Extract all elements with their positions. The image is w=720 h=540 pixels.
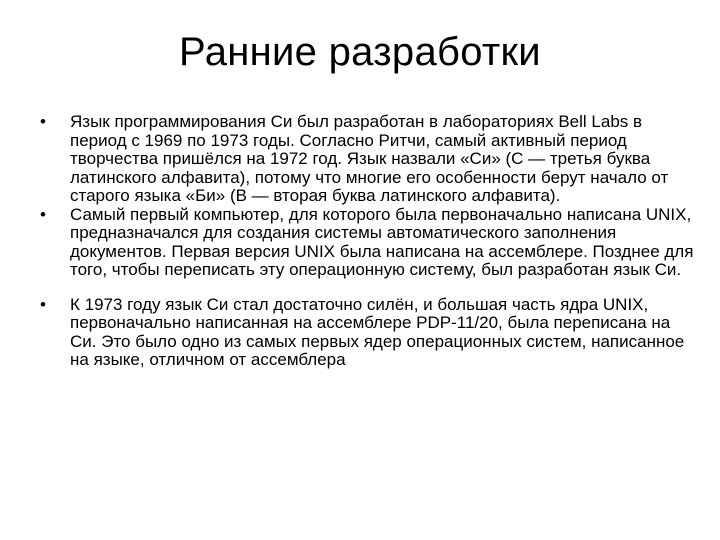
bullet-text: Самый первый компьютер, для которого была первоначально написана UNIX, предназначался для создания системы автоматического заполнения документов. Первая версия UNIX была написана на ассемблере. Позднее для того, чтобы переписать эту операционную систему, был разработан язык Си. [70,204,694,279]
bullet-icon: • [40,112,46,131]
slide-title: Ранние разработки [179,30,541,74]
bullet-text: Язык программирования Си был разработан в лабораториях Bell Labs в период с 1969 по 1973 годы. Согласно Ритчи, самый активный период творчества пришёлся на 1972 год. Язык назвали «Си» (C — третья буква латинского алфавита), потому что многие его особенности берут начало от старого языка «Би» (B — вторая буква латинского алфавита). [70,112,669,205]
bullet-icon: • [40,294,46,314]
bullet-item [40,113,700,206]
bullet-icon: • [40,204,46,224]
bullet-item [40,296,700,370]
bullet-item [40,206,700,280]
bullet-list [40,113,700,370]
bullet-text: К 1973 году язык Си стал достаточно силён, и большая часть ядра UNIX, первоначально написанная на ассемблере PDP-11/20, была переписана на Си. Это было одно из самых первых ядер операционных систем, написанное на языке, отличном от ассемблера [70,294,685,369]
